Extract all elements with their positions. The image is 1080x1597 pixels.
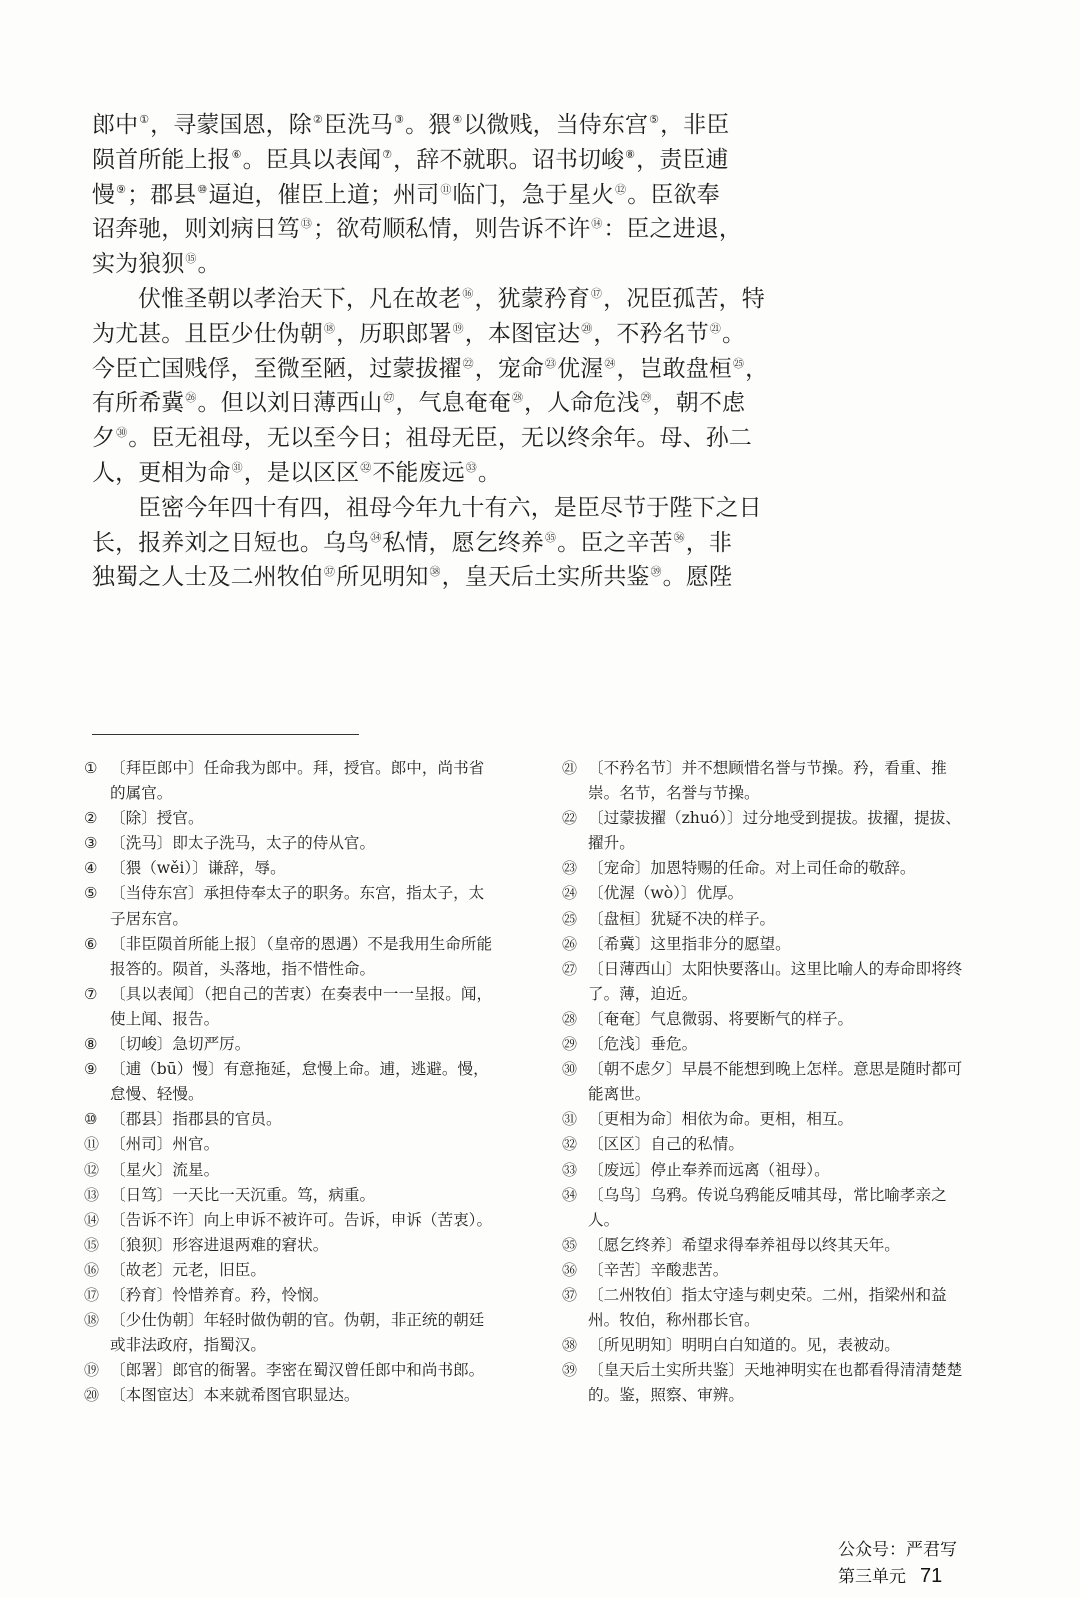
footnote-number: ㉗	[562, 959, 578, 978]
footnote	[562, 1283, 974, 1333]
footnote-number: ㉘	[562, 1009, 578, 1028]
footnote	[562, 1333, 974, 1358]
footnote-number: ⑩	[84, 1110, 98, 1129]
footnote-text: 〔州司〕州官。	[110, 1135, 220, 1154]
footnote-number: ⑫	[84, 1160, 100, 1179]
text-line: 伏惟圣朝以孝治天下，凡在故老⑯，犹蒙矜育⑰，况臣孤苦，特	[138, 285, 765, 312]
footnote-number: ⑮	[84, 1235, 100, 1254]
footnote	[84, 1258, 496, 1283]
footnote-text: 〔除〕授官。	[110, 809, 204, 828]
text-line: 慢⑨；郡县⑩逼迫，催臣上道；州司⑪临门，急于星火⑫。臣欲奉	[92, 181, 720, 208]
footnote-number: ⑭	[84, 1210, 100, 1229]
footnote-text: 〔狼狈〕形容进退两难的窘状。	[110, 1235, 329, 1254]
footnote-number: ②	[84, 809, 98, 828]
footnote	[84, 932, 496, 982]
footnote	[84, 756, 496, 806]
footnote-number: ㉕	[562, 909, 578, 928]
footnote-text: 〔二州牧伯〕指太守逵与刺史荣。二州，指梁州和益州。牧伯，称州郡长官。	[588, 1285, 947, 1330]
footnote-text: 〔郡县〕指郡县的官员。	[110, 1110, 282, 1129]
footnote	[562, 1007, 974, 1032]
footnote	[84, 982, 496, 1032]
footnote-text: 〔当侍东宫〕承担侍奉太子的职务。东宫，指太子，太子居东宫。	[110, 884, 485, 928]
text-line: 长，报养刘之日短也。乌鸟$^㉞$私情，愿乞终养$^㉟$。臣之辛苦$^㊱$，非	[92, 529, 732, 556]
footnote	[562, 881, 974, 906]
footnote	[84, 1358, 496, 1383]
footnote-text: 〔皇天后土实所共鉴〕天地神明实在也都看得清清楚楚的。鉴，照察、审辨。	[588, 1361, 963, 1405]
footnote-text: 〔非臣陨首所能上报〕（皇帝的恩遇）不是我用生命所能报答的。陨首，头落地，指不惜性命。	[110, 934, 493, 978]
footnote-number: ⑪	[84, 1135, 100, 1154]
text-line: 陨首所能上报⑥。臣具以表闻⑦，辞不就职。诏书切峻⑧，责臣逋	[92, 146, 729, 173]
footnote-number: ㉝	[562, 1160, 578, 1179]
footnote-text: 〔矜育〕怜惜养育。矜，怜悯。	[110, 1285, 329, 1304]
footnote-number: ㉒	[562, 809, 578, 828]
footnote-text: 〔过蒙拔擢（zhuó）〕过分地受到提拔。拔擢，提拔、擢升。	[588, 809, 961, 853]
footnote-text: 〔逋（bū）慢〕有意拖延，怠慢上命。逋，逃避。慢，怠慢、轻慢。	[110, 1060, 489, 1104]
footnote-text: 〔所见明知〕明明白白知道的。见，表被动。	[588, 1336, 900, 1355]
footnotes-left-column	[84, 756, 496, 1408]
footnote-number: ㉓	[562, 859, 578, 878]
footnote-text: 〔危浅〕垂危。	[588, 1035, 698, 1054]
footnote	[84, 1107, 496, 1132]
footnote-number: ㉜	[562, 1135, 578, 1154]
text-line: 郎中①，寻蒙国恩，除②臣洗马③。猥④以微贱，当侍东宫⑤，非臣	[92, 112, 730, 138]
footnote-text: 〔猥（wěi）〕谦辞，辱。	[110, 859, 286, 878]
footnote-text: 〔朝不虑夕〕早晨不能想到晚上怎样。意思是随时都可能离世。	[588, 1060, 963, 1104]
footnote-text: 〔不矜名节〕并不想顾惜名誉与节操。矜，看重、推崇。名节，名誉与节操。	[588, 759, 947, 803]
footnote-number: ㉟	[562, 1235, 578, 1254]
unit-label: 第三单元	[838, 1567, 906, 1587]
footnote-text: 〔洗马〕即太子洗马，太子的侍从官。	[110, 834, 376, 853]
footnote	[562, 1358, 974, 1408]
footnote	[84, 1208, 496, 1233]
footnote-text: 〔辛苦〕辛酸悲苦。	[588, 1260, 729, 1279]
footnote-text: 〔本图宦达〕本来就希图官职显达。	[110, 1386, 360, 1405]
page-number: 71	[920, 1565, 943, 1587]
footnote-number: ㊱	[562, 1260, 578, 1279]
footnote	[562, 1183, 974, 1233]
footnote-number: ①	[84, 759, 98, 777]
footnote	[84, 1183, 496, 1208]
footnote	[562, 1132, 974, 1157]
footnotes-right-column	[562, 756, 974, 1408]
footnote	[562, 1158, 974, 1183]
footnote	[562, 806, 974, 856]
text-line: 臣密今年四十有四，祖母今年九十有六，是臣尽节于陛下之日	[138, 494, 762, 521]
watermark: 公众号：严君写	[838, 1540, 957, 1560]
footnote	[84, 1132, 496, 1157]
footnote	[84, 856, 496, 881]
footnote	[562, 957, 974, 1007]
footnote-number: ㉑	[562, 759, 578, 777]
footnote	[84, 1283, 496, 1308]
footnote	[84, 1308, 496, 1358]
footnote-number: ⑳	[84, 1386, 100, 1405]
footnote	[84, 1383, 496, 1408]
footnote-number: ㉔	[562, 884, 578, 903]
footnote-text: 〔优渥（wò）〕优厚。	[588, 884, 744, 903]
text-line: 今臣亡国贱俘，至微至陋，过蒙拔擢$^㉒$，宠命$^㉓$优渥$^㉔$，岂敢盘桓$^㉕$，	[92, 355, 769, 382]
footnote	[562, 756, 974, 806]
footnote-number: ⑦	[84, 984, 98, 1003]
footnote-text: 〔愿乞终养〕希望求得奉养祖母以终其天年。	[588, 1235, 900, 1254]
footnote	[84, 1158, 496, 1183]
footnote-text: 〔废远〕停止奉养而远离（祖母）。	[588, 1160, 830, 1179]
footnote	[562, 856, 974, 881]
text-line: 实为狼狈⑮。	[92, 251, 221, 278]
footnote	[84, 1057, 496, 1107]
footnote-number: ㉛	[562, 1110, 578, 1129]
footnote-number: ⑧	[84, 1035, 98, 1054]
footnote	[562, 907, 974, 932]
footnote	[562, 1107, 974, 1132]
footnote	[562, 1233, 974, 1258]
footnote-number: ⑲	[84, 1361, 100, 1380]
footnote-text: 〔日笃〕一天比一天沉重。笃，病重。	[110, 1185, 376, 1204]
text-line: 为尤甚。且臣少仕伪朝⑱，历职郎署⑲，本图宦达⑳，不矜名节$^㉑$。	[92, 320, 746, 347]
footnote-text: 〔郎署〕郎官的衙署。李密在蜀汉曾任郎中和尚书郎。	[110, 1361, 485, 1380]
footnote	[84, 806, 496, 831]
footnote-number: ⑥	[84, 934, 98, 953]
footnote-number: ㉞	[562, 1185, 578, 1204]
footnote-divider	[92, 734, 359, 735]
footnote-number: ㊴	[562, 1361, 578, 1380]
main-text	[92, 108, 769, 595]
footnote-number: ⑯	[84, 1260, 100, 1279]
footnote-number: ㉖	[562, 934, 578, 953]
footnote	[84, 881, 496, 931]
page-footer	[838, 1562, 942, 1588]
footnote-text: 〔故老〕元老，旧臣。	[110, 1260, 266, 1279]
footnote-text: 〔具以表闻〕（把自己的苦衷）在奏表中一一呈报。闻，使上闻、报告。	[110, 984, 493, 1028]
footnote-text: 〔拜臣郎中〕任命我为郎中。拜，授官。郎中，尚书省的属官。	[110, 759, 485, 803]
text-line: 人，更相为命$^㉛$，是以区区$^㉜$不能废远$^㉝$。	[92, 459, 501, 486]
footnote-text: 〔切峻〕急切严厉。	[110, 1035, 251, 1054]
footnote	[84, 831, 496, 856]
footnote-text: 〔乌鸟〕乌鸦。传说乌鸦能反哺其母，常比喻孝亲之人。	[588, 1185, 947, 1229]
footnote-number: ⑰	[84, 1285, 100, 1304]
text-line: 诏奔驰，则刘病日笃⑬；欲苟顺私情，则告诉不许⑭：臣之进退，	[92, 216, 742, 243]
footnote-number: ⑤	[84, 884, 98, 903]
footnote-number: ⑱	[84, 1311, 100, 1330]
text-line: 独蜀之人士及二州牧伯$^㊲$所见明知$^㊳$，皇天后土实所共鉴$^㊴$。愿陛	[92, 564, 732, 591]
footnote-text: 〔盘桓〕犹疑不决的样子。	[588, 909, 776, 928]
footnote-number: ⑨	[84, 1060, 98, 1079]
footnote-text: 〔星火〕流星。	[110, 1160, 220, 1179]
footnote-text: 〔更相为命〕相依为命。更相，相互。	[588, 1110, 854, 1129]
footnote-number: ③	[84, 834, 98, 853]
footnote-number: ㉙	[562, 1035, 578, 1054]
text-line: 夕$^㉚$。臣无祖母，无以至今日；祖母无臣，无以终余年。母、孙二	[92, 425, 752, 452]
footnote-text: 〔宠命〕加恩特赐的任命。对上司任命的敬辞。	[588, 859, 916, 878]
footnote-text: 〔希冀〕这里指非分的愿望。	[588, 934, 791, 953]
footnote	[562, 932, 974, 957]
footnote-text: 〔奄奄〕气息微弱、将要断气的样子。	[588, 1009, 854, 1028]
footnote	[562, 1032, 974, 1057]
footnote-text: 〔少仕伪朝〕年轻时做伪朝的官。伪朝，非正统的朝廷或非法政府，指蜀汉。	[110, 1311, 485, 1355]
footnote-number: ⑬	[84, 1185, 100, 1204]
footnote	[562, 1057, 974, 1107]
footnote	[84, 1233, 496, 1258]
footnote	[562, 1258, 974, 1283]
footnote-number: ㊳	[562, 1336, 578, 1355]
footnote-text: 〔告诉不许〕向上申诉不被许可。告诉，申诉（苦衷）。	[110, 1210, 493, 1229]
text-line: 有所希冀$^㉖$。但以刘日薄西山$^㉗$，气息奄奄$^㉘$，人命危浅$^㉙$，朝不虑	[92, 390, 746, 417]
footnote-number: ㉚	[562, 1060, 578, 1079]
footnote-number: ④	[84, 859, 98, 878]
footnote	[84, 1032, 496, 1057]
footnote-text: 〔日薄西山〕太阳快要落山。这里比喻人的寿命即将终了。薄，迫近。	[588, 959, 963, 1003]
footnote-text: 〔区区〕自己的私情。	[588, 1135, 744, 1154]
footnote-number: ㊲	[562, 1285, 578, 1304]
